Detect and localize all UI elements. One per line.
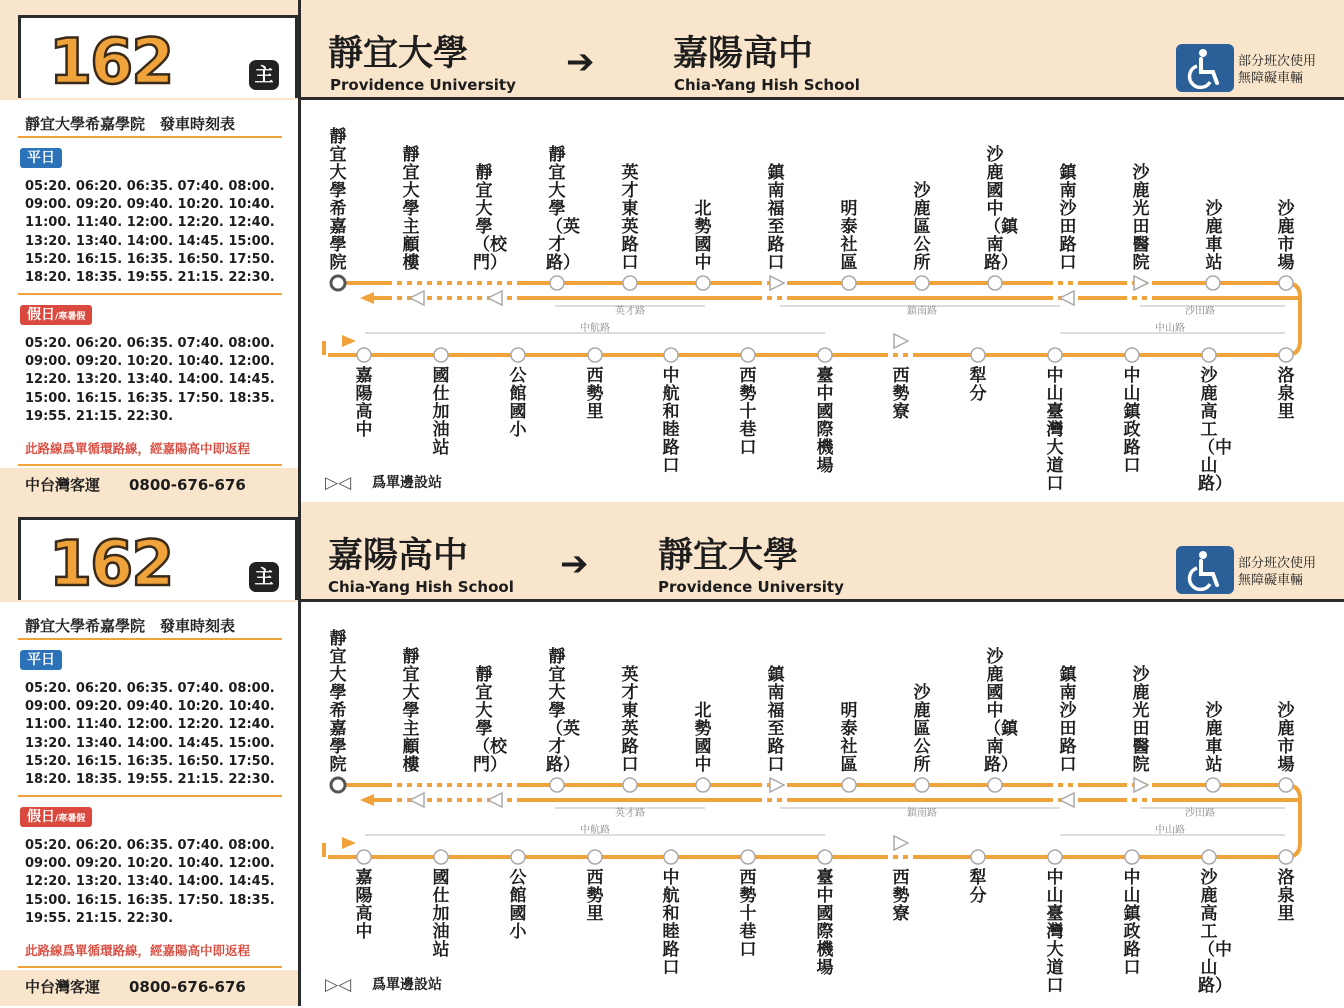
stop-name: 沙鹿車站: [1205, 199, 1223, 273]
stop-marker: [511, 348, 525, 362]
stop-name: 中山鎮政路口: [1123, 868, 1141, 978]
stop-marker: [915, 276, 929, 290]
holiday-label: 假日: [27, 809, 55, 825]
stop-name: 明泰社區: [840, 199, 858, 273]
stop-name: 沙鹿國中（鎮南路）: [984, 647, 1018, 775]
stop-name: 公館國小: [509, 868, 527, 942]
road-label-zhennan: 鎮南路: [907, 808, 937, 819]
stop-name: 鎮南福至路口: [767, 665, 785, 775]
stop-name: 西勢寮: [892, 868, 910, 924]
bottom-stop-list: [0, 869, 1344, 1006]
stop-marker: [588, 850, 602, 864]
road-label-yingcai: 英才路: [615, 306, 645, 317]
stop-marker: [1279, 778, 1293, 792]
oneway-marker: [410, 291, 424, 305]
weekday-times: 05:20. 06:20. 06:35. 07:40. 08:00. 09:00. 09:20. 09:40. 10:20. 10:40. 11:00. 11:40. 12:00. 12:20. 12:40. 13:20. 13:40. 14:00. 14:45. 15:00. 15:20. 16:15. 16:35. 16:50. 17:50. 18:20. 18:35. 19:55. 21:15. 22:30.: [25, 179, 275, 286]
stop-markers-bottom: [357, 334, 1293, 362]
stop-name: 鎮南福至路口: [767, 163, 785, 273]
road-label-zhennan: 鎮南路: [907, 306, 937, 317]
stop-name: 沙鹿車站: [1205, 701, 1223, 775]
stop-name: 西勢十巷口: [739, 366, 757, 458]
origin-name-en: Chia-Yang Hish School: [328, 578, 514, 596]
company-name: 中台灣客運: [25, 978, 101, 996]
route-panel-return: [0, 502, 1344, 1006]
oneway-marker: [488, 793, 502, 807]
road-label-zhongshan: 中山路: [1155, 323, 1185, 334]
stop-marker: [1206, 276, 1220, 290]
company-name: 中台灣客運: [25, 476, 101, 494]
holiday-times: 05:20. 06:20. 06:35. 07:40. 08:00. 09:00. 09:20. 10:20. 10:40. 12:00. 12:20. 13:20. 13:40. 14:00. 14:45. 15:00. 16:15. 16:35. 17:50. 18:35. 19:55. 21:15. 22:30.: [25, 336, 275, 424]
loop-note: 此路線爲單循環路線，經嘉陽高中即返程: [25, 943, 251, 958]
stop-marker: [818, 348, 832, 362]
stop-marker: [1048, 850, 1062, 864]
stop-name: 中山臺灣大道口: [1046, 868, 1064, 996]
origin-name-en: Providence University: [330, 76, 516, 94]
stop-marker: [1279, 850, 1293, 864]
road-lines: [365, 808, 1285, 835]
stop-marker: [434, 348, 448, 362]
holiday-sub-label: /寒暑假: [55, 312, 86, 322]
stop-name: 沙鹿光田醫院: [1132, 163, 1150, 273]
dashed-segments: [392, 785, 1153, 857]
road-label-zhongshan: 中山路: [1155, 825, 1185, 836]
stop-marker: [1279, 348, 1293, 362]
stop-name: 中山臺灣大道口: [1046, 366, 1064, 494]
oneway-marker: [488, 291, 502, 305]
stop-name: 靜宜大學希嘉學院: [329, 127, 347, 273]
top-stop-list: [0, 108, 1344, 272]
stop-name: 沙鹿區公所: [913, 683, 931, 775]
weekday-badge: 平日: [20, 650, 62, 670]
stop-name: 明泰社區: [840, 701, 858, 775]
terminal-marker: [331, 778, 345, 792]
oneway-legend-icon: ▷◁: [325, 975, 352, 995]
stop-name: 公館國小: [509, 366, 527, 440]
oneway-marker: [894, 836, 908, 850]
bottom-stop-list: [0, 367, 1344, 504]
oneway-marker: [1134, 276, 1148, 290]
stop-name: 國仕加油站: [432, 868, 450, 960]
holiday-label: 假日: [27, 307, 55, 323]
stop-marker: [357, 348, 371, 362]
stop-name: 靜宜大學（校門）: [473, 163, 507, 273]
loop-note: 此路線爲單循環路線，經嘉陽高中即返程: [25, 441, 251, 456]
dashed-segments: [392, 283, 1153, 355]
stop-marker: [696, 276, 710, 290]
stop-marker: [1048, 348, 1062, 362]
stop-name: 中航和睦路口: [662, 868, 680, 978]
stop-markers-top: [331, 778, 1293, 807]
terminal-marker: [331, 276, 345, 290]
stop-name: 臺中國際機場: [816, 868, 834, 978]
stop-name: 嘉陽高中: [355, 366, 373, 440]
stop-name: 西勢里: [586, 868, 604, 924]
stop-name: 中航和睦路口: [662, 366, 680, 476]
company-phone: 0800-676-676: [129, 978, 246, 996]
stop-name: 洛泉里: [1277, 366, 1295, 422]
stop-marker: [623, 778, 637, 792]
stop-name: 沙鹿市場: [1277, 701, 1295, 775]
stop-marker: [623, 276, 637, 290]
holiday-times: 05:20. 06:20. 06:35. 07:40. 08:00. 09:00. 09:20. 10:20. 10:40. 12:00. 12:20. 13:20. 13:40. 14:00. 14:45. 15:00. 16:15. 16:35. 17:50. 18:35. 19:55. 21:15. 22:30.: [25, 838, 275, 926]
stop-marker: [550, 276, 564, 290]
stop-name: 靜宜大學（校門）: [473, 665, 507, 775]
road-label-shatian: 沙田路: [1185, 808, 1215, 819]
stop-marker: [588, 348, 602, 362]
stop-name: 沙鹿高工（中山路）: [1198, 366, 1232, 494]
stop-marker: [664, 850, 678, 864]
stop-name: 靜宜大學主顧樓: [402, 647, 420, 775]
stop-name: 中山鎮政路口: [1123, 366, 1141, 476]
oneway-legend-icon: ▷◁: [325, 473, 352, 493]
timetable-title: 靜宜大學希嘉學院 發車時刻表: [25, 115, 236, 133]
stop-name: 鎮南沙田路口: [1059, 665, 1077, 775]
stop-marker: [1125, 850, 1139, 864]
stop-name: 靜宜大學主顧樓: [402, 145, 420, 273]
stop-marker: [1206, 778, 1220, 792]
main-route-badge: 主: [249, 60, 279, 90]
road-label-zhonghang: 中航路: [580, 825, 610, 836]
stop-marker: [434, 850, 448, 864]
destination-name: 嘉陽高中: [673, 34, 814, 74]
oneway-marker: [894, 334, 908, 348]
accessibility-note-line2: 無障礙車輛: [1238, 573, 1304, 588]
holiday-sub-label: /寒暑假: [55, 814, 86, 824]
oneway-legend-text: 爲單邊設站: [372, 977, 442, 993]
stop-name: 北勢國中: [694, 701, 712, 775]
stop-name: 西勢寮: [892, 366, 910, 422]
top-stop-list: [0, 610, 1344, 774]
stop-marker: [842, 276, 856, 290]
route-number: 162: [49, 25, 173, 98]
stop-name: 洛泉里: [1277, 868, 1295, 924]
stop-name: 沙鹿高工（中山路）: [1198, 868, 1232, 996]
stop-name: 靜宜大學希嘉學院: [329, 629, 347, 775]
stop-name: 英才東英路口: [621, 163, 639, 273]
accessibility-note-line2: 無障礙車輛: [1238, 71, 1304, 86]
accessibility-note-line1: 部分班次使用: [1238, 54, 1317, 69]
direction-arrow-icon: ➔: [566, 42, 595, 82]
stop-marker: [988, 276, 1002, 290]
stop-name: 沙鹿區公所: [913, 181, 931, 273]
road-lines: [365, 306, 1285, 333]
oneway-marker: [410, 793, 424, 807]
oneway-marker: [1060, 291, 1074, 305]
stop-marker: [1279, 276, 1293, 290]
stop-marker: [1202, 348, 1216, 362]
origin-name: 靜宜大學: [328, 34, 469, 74]
company-phone: 0800-676-676: [129, 476, 246, 494]
stop-marker: [988, 778, 1002, 792]
weekday-badge: 平日: [20, 148, 62, 168]
stop-marker: [550, 778, 564, 792]
direction-arrow-icon: ➔: [560, 544, 589, 584]
stop-name: 臺中國際機場: [816, 366, 834, 476]
stop-name: 靜宜大學（英才路）: [546, 647, 580, 775]
stop-name: 沙鹿國中（鎮南路）: [984, 145, 1018, 273]
stop-name: 犁分: [969, 868, 987, 906]
stop-marker: [971, 850, 985, 864]
route-line: [324, 283, 1300, 355]
stop-name: 西勢里: [586, 366, 604, 422]
main-route-badge: 主: [249, 562, 279, 592]
stop-name: 國仕加油站: [432, 366, 450, 458]
oneway-marker: [1060, 793, 1074, 807]
stop-markers-bottom: [357, 836, 1293, 864]
destination-name-en: Chia-Yang Hish School: [674, 76, 860, 94]
stop-marker: [741, 850, 755, 864]
stop-marker: [842, 778, 856, 792]
stop-marker: [357, 850, 371, 864]
oneway-marker: [1134, 778, 1148, 792]
stop-marker: [915, 778, 929, 792]
stop-name: 靜宜大學（英才路）: [546, 145, 580, 273]
weekday-times: 05:20. 06:20. 06:35. 07:40. 08:00. 09:00. 09:20. 09:40. 10:20. 10:40. 11:00. 11:40. 12:00. 12:20. 12:40. 13:20. 13:40. 14:00. 14:45. 15:00. 15:20. 16:15. 16:35. 16:50. 17:50. 18:20. 18:35. 19:55. 21:15. 22:30.: [25, 681, 275, 788]
stop-name: 西勢十巷口: [739, 868, 757, 960]
road-label-shatian: 沙田路: [1185, 306, 1215, 317]
oneway-marker: [770, 276, 784, 290]
stop-name: 北勢國中: [694, 199, 712, 273]
stop-marker: [696, 778, 710, 792]
accessibility-note-line1: 部分班次使用: [1238, 556, 1317, 571]
road-label-zhonghang: 中航路: [580, 323, 610, 334]
stop-marker: [971, 348, 985, 362]
stop-marker: [1125, 348, 1139, 362]
stop-marker: [741, 348, 755, 362]
stop-name: 嘉陽高中: [355, 868, 373, 942]
stop-name: 鎮南沙田路口: [1059, 163, 1077, 273]
stop-marker: [818, 850, 832, 864]
destination-name: 靜宜大學: [658, 536, 799, 576]
stop-marker: [1202, 850, 1216, 864]
stop-marker: [511, 850, 525, 864]
stop-marker: [664, 348, 678, 362]
origin-name: 嘉陽高中: [328, 536, 469, 576]
route-line: [324, 785, 1300, 857]
stop-name: 沙鹿市場: [1277, 199, 1295, 273]
timetable-title: 靜宜大學希嘉學院 發車時刻表: [25, 617, 236, 635]
road-label-yingcai: 英才路: [615, 808, 645, 819]
oneway-legend-text: 爲單邊設站: [372, 475, 442, 491]
oneway-marker: [770, 778, 784, 792]
stop-name: 犁分: [969, 366, 987, 404]
stop-markers-top: [331, 276, 1293, 305]
stop-name: 英才東英路口: [621, 665, 639, 775]
destination-name-en: Providence University: [658, 578, 844, 596]
stop-name: 沙鹿光田醫院: [1132, 665, 1150, 775]
route-number: 162: [49, 527, 173, 600]
